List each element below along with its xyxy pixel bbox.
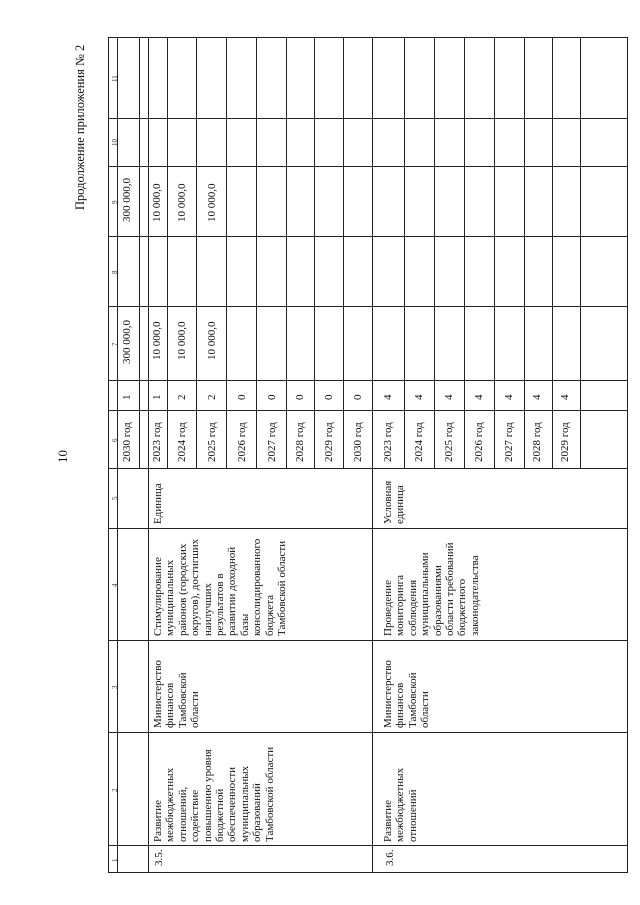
year-cell: 2029 год <box>559 422 571 462</box>
year-cell: 2029 год <box>323 422 335 462</box>
count-cell: 4 <box>382 394 394 400</box>
year-cell: 2028 год <box>294 422 306 462</box>
column-header: 6 <box>111 438 119 442</box>
count-cell: 4 <box>531 394 543 400</box>
row-indicator: Стимулирование муниципальных районов (городских округов), достигших наилучших результатов в развитии доходной базы консолидированного бюджета Тамбовской области <box>152 538 289 636</box>
year-cell: 2025 год <box>206 422 218 462</box>
column-header: 1 <box>111 858 119 862</box>
count-cell: 4 <box>503 394 515 400</box>
row-number: 3.5. <box>153 849 165 866</box>
column-header: 11 <box>111 75 119 82</box>
year-cell: 2030 год <box>121 422 133 462</box>
column-header: 2 <box>111 788 119 792</box>
continuation-title: Продолжение приложения № 2 <box>73 44 87 210</box>
count-cell: 1 <box>121 394 133 400</box>
row-unit: Условная единица <box>382 480 407 524</box>
year-cell: 2023 год <box>382 422 394 462</box>
count-cell: 1 <box>151 394 163 400</box>
amount-cell: 10 000,0 <box>176 321 188 360</box>
page-number: 10 <box>55 450 70 463</box>
year-cell: 2030 год <box>352 422 364 462</box>
count-cell: 2 <box>206 394 218 400</box>
row-name: Развитие межбюджетных отношений <box>382 767 419 842</box>
count-cell: 0 <box>352 394 364 400</box>
row-executor: Министерство финансов Тамбовской области <box>382 660 432 728</box>
row-name: Развитие межбюджетных отношений, содействие повышению уровня бюджетной обеспеченности муниципальных образований Тамбовской области <box>152 746 276 842</box>
year-cell: 2024 год <box>413 422 425 462</box>
column-header: 10 <box>111 139 119 146</box>
column-header: 4 <box>111 583 119 587</box>
count-cell: 0 <box>323 394 335 400</box>
row-number: 3.6. <box>384 849 396 866</box>
count-cell: 0 <box>266 394 278 400</box>
year-cell: 2023 год <box>151 422 163 462</box>
year-cell: 2026 год <box>236 422 248 462</box>
row-unit: Единица <box>152 483 164 524</box>
row-indicator: Проведение мониторинга соблюдения муниципальными образованиями области требований бюджетного законодательства <box>382 542 481 636</box>
amount-cell: 10 000,0 <box>206 183 218 222</box>
column-header: 3 <box>111 685 119 689</box>
amount-cell: 10 000,0 <box>151 321 163 360</box>
column-header: 9 <box>111 200 119 204</box>
count-cell: 2 <box>176 394 188 400</box>
amount-cell: 300 000,0 <box>121 320 133 364</box>
amount-cell: 300 000,0 <box>121 178 133 222</box>
count-cell: 4 <box>559 394 571 400</box>
amount-cell: 10 000,0 <box>176 183 188 222</box>
count-cell: 0 <box>236 394 248 400</box>
column-header: 5 <box>111 496 119 500</box>
year-cell: 2028 год <box>531 422 543 462</box>
count-cell: 0 <box>294 394 306 400</box>
year-cell: 2026 год <box>473 422 485 462</box>
year-cell: 2027 год <box>266 422 278 462</box>
count-cell: 4 <box>413 394 425 400</box>
count-cell: 4 <box>443 394 455 400</box>
row-executor: Министерство финансов Тамбовской области <box>152 660 202 728</box>
column-header: 7 <box>111 342 119 346</box>
year-cell: 2025 год <box>443 422 455 462</box>
count-cell: 4 <box>473 394 485 400</box>
year-cell: 2024 год <box>176 422 188 462</box>
amount-cell: 10 000,0 <box>206 321 218 360</box>
year-cell: 2027 год <box>503 422 515 462</box>
column-header: 8 <box>111 270 119 274</box>
amount-cell: 10 000,0 <box>151 183 163 222</box>
